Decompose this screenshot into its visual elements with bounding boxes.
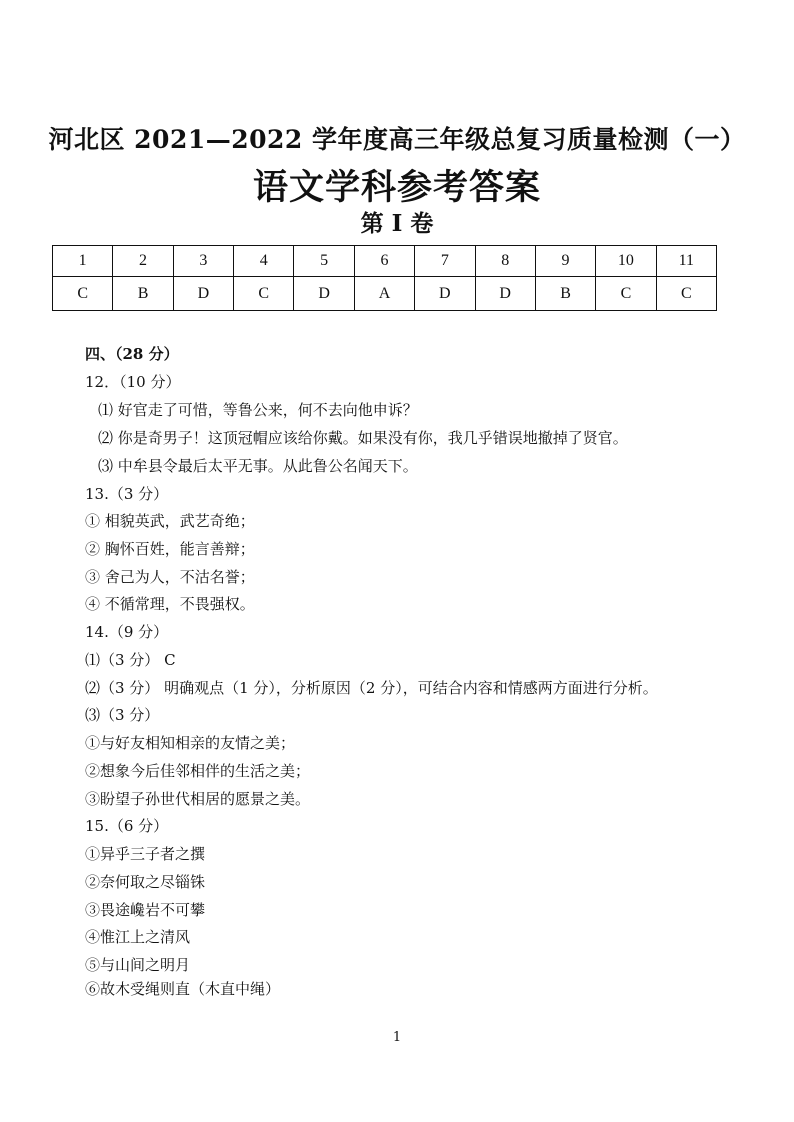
answer-line: ④惟江上之清风 — [85, 928, 191, 946]
volume-title: 第 I 卷 — [360, 210, 434, 237]
answer-line: ⑶（3 分） — [85, 706, 160, 724]
question-number-cell: 11 — [656, 246, 716, 277]
answer-cell: D — [173, 277, 233, 311]
answer-line: ② 胸怀百姓，能言善辩； — [85, 540, 255, 558]
question-number-cell: 1 — [53, 246, 113, 277]
answer-cell: C — [53, 277, 113, 311]
answer-cell: C — [596, 277, 656, 311]
question-number-cell: 7 — [415, 246, 475, 277]
answer-cell: D — [294, 277, 354, 311]
question-number-cell: 4 — [234, 246, 294, 277]
answer-line: ④ 不循常理，不畏强权。 — [85, 595, 255, 613]
question-number-cell: 10 — [596, 246, 656, 277]
answer-cell: B — [113, 277, 173, 311]
question-label-14: 14.（9 分） — [85, 623, 169, 641]
answer-line: ⑵（3 分） 明确观点（1 分），分析原因（2 分），可结合内容和情感两方面进行分析。 — [85, 679, 658, 697]
answer-line: ③畏途巉岩不可攀 — [85, 901, 206, 919]
question-number-cell: 3 — [173, 246, 233, 277]
answer-table — [52, 245, 717, 311]
answer-line: ⑴ 好官走了可惜，等鲁公来，何不去向他申诉？ — [98, 401, 418, 419]
question-number-cell: 9 — [535, 246, 595, 277]
answer-cell: A — [354, 277, 414, 311]
answer-cell: D — [475, 277, 535, 311]
answer-table-answer-row — [53, 277, 717, 311]
answer-cell: C — [234, 277, 294, 311]
question-number-cell: 8 — [475, 246, 535, 277]
answer-cell: D — [415, 277, 475, 311]
question-label-12: 12．（10 分） — [85, 373, 181, 391]
answer-cell: B — [535, 277, 595, 311]
answer-line: ①与好友相知相亲的友情之美； — [85, 734, 296, 752]
answer-line: ⑴（3 分） C — [85, 651, 176, 669]
document-title: 语文学科参考答案 — [252, 167, 541, 208]
answer-line: ③盼望子孙世代相居的愿景之美。 — [85, 790, 311, 808]
question-number-cell: 5 — [294, 246, 354, 277]
answer-line: ⑥故木受绳则直（木直中绳） — [85, 980, 281, 998]
question-label-13: 13.（3 分） — [85, 485, 169, 503]
answer-table-number-row — [53, 246, 717, 277]
exam-title: 河北区 2021—2022 学年度高三年级总复习质量检测（一） — [48, 125, 746, 154]
answer-line: ③ 舍己为人，不沽名誉； — [85, 568, 255, 586]
answer-line: ⑶ 中牟县令最后太平无事。从此鲁公名闻天下。 — [98, 457, 418, 475]
question-number-cell: 6 — [354, 246, 414, 277]
answer-cell: C — [656, 277, 716, 311]
question-label-15: 15.（6 分） — [85, 817, 169, 835]
section-heading: 四、（28 分） — [85, 345, 179, 363]
answer-line: ②想象今后佳邻相伴的生活之美； — [85, 762, 311, 780]
answer-line: ⑵ 你是奇男子！这顶冠帽应该给你戴。如果没有你，我几乎错误地撤掉了贤官。 — [98, 429, 628, 447]
page-number: 1 — [392, 1030, 402, 1045]
answer-line: ① 相貌英武，武艺奇绝； — [85, 512, 255, 530]
answer-line: ⑤与山间之明月 — [85, 956, 191, 974]
answer-line: ①异乎三子者之撰 — [85, 845, 206, 863]
answer-line: ②奈何取之尽锱铢 — [85, 873, 206, 891]
question-number-cell: 2 — [113, 246, 173, 277]
